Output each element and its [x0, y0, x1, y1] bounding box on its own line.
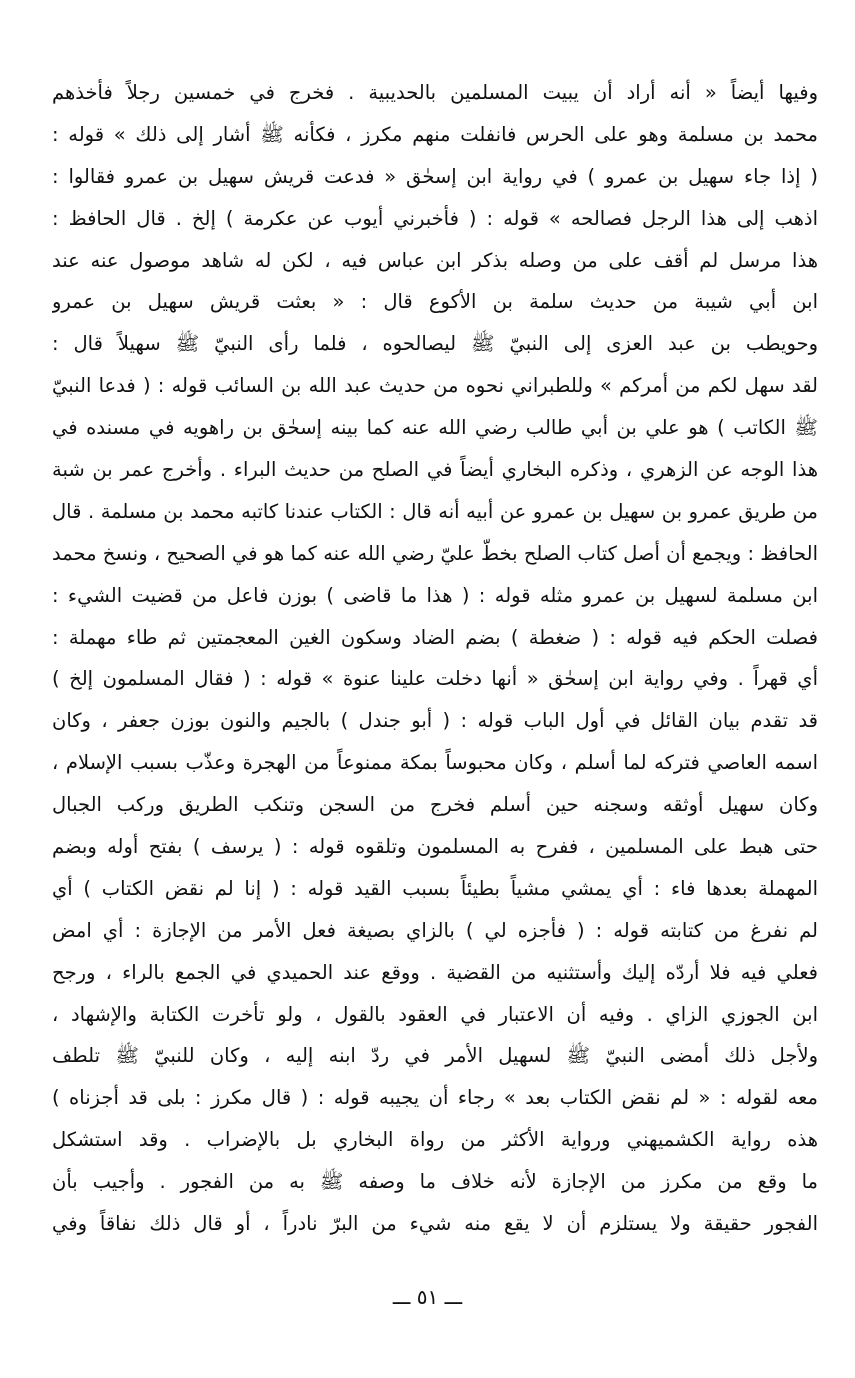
text-line: أي قهراً . وفي رواية ابن إسحٰق « أنها دخلت علينا عنوة » قوله : ( فقال المسلمون إلخ ) [52, 667, 818, 691]
text-line: هذا الوجه عن الزهري ، وذكره البخاري أيضاً في الصلح من حديث البراء . وأخرج عمر بن شبة [52, 458, 818, 482]
text-line: وحويطب بن عبد العزى إلى النبيّ ﷺ ليصالحوه ، فلما رأى النبيّ ﷺ سهيلاً قال : [52, 332, 818, 356]
text-line: من طريق عمرو بن سهيل بن عمرو عن أبيه أنه قال : الكتاب عندنا كاتبه محمد بن مسلمة . قال [52, 499, 818, 523]
text-line: محمد بن مسلمة وهو على الحرس فانفلت منهم مكرز ، فكأنه ﷺ أشار إلى ذلك » قوله : [52, 122, 818, 146]
text-line: الفجور حقيقة ولا يستلزم أن لا يقع منه شيء من البرّ نادراً ، أو قال ذلك نفاقاً وفي [52, 1212, 818, 1236]
text-line: هذا مرسل لم أقف على من وصله بذكر ابن عباس فيه ، لكن له شاهد موصول عنه عند [52, 248, 818, 272]
text-line: الحافظ : ويجمع أن أصل كتاب الصلح بخطّ عليّ رضي الله عنه كما هو في الصحيح ، ونسخ محمد [52, 541, 818, 565]
text-line: فصلت الحكم فيه قوله : ( ضغطة ) بضم الضاد وسكون الغين المعجمتين ثم طاء مهملة : [52, 625, 818, 649]
page-body-text [52, 72, 818, 1245]
text-line: اسمه العاصي فتركه لما أسلم ، وكان محبوساً بمكة ممنوعاً من الهجرة وعذّب بسبب الإسلام ، [52, 751, 818, 775]
text-line: حتى هبط على المسلمين ، ففرح به المسلمون وتلقوه قوله : ( يرسف ) بفتح أوله وبضم [52, 835, 818, 859]
text-line: لم نفرغ من كتابته قوله : ( فأجزه لي ) بالزاي بصيغة فعل الأمر من الإجازة : أي امض [52, 918, 818, 942]
text-line: وكان سهيل أوثقه وسجنه حين أسلم فخرج من السجن وتنكب الطريق وركب الجبال [52, 793, 818, 817]
text-line: ابن الجوزي الزاي . وفيه أن الاعتبار في العقود بالقول ، ولو تأخرت الكتابة والإشهاد ، [52, 1002, 818, 1026]
text-line: ﷺ الكاتب ) هو علي بن أبي طالب رضي الله عنه كما بينه إسحٰق بن راهويه في مسنده في [52, 416, 818, 440]
text-line: فعلي فيه فلا أردّه إليك وأستثنيه من القضية . ووقع عند الحميدي في الجمع بالراء ، ورجح [52, 960, 818, 984]
text-line: وفيها أيضاً « أنه أراد أن يبيت المسلمين بالحديبية . فخرج في خمسين رجلاً فأخذهم [52, 81, 818, 104]
text-line: ما وقع من مكرز من الإجازة لأنه خلاف ما وصفه ﷺ به من الفجور . وأجيب بأن [52, 1170, 818, 1194]
text-line: ابن مسلمة لسهيل بن عمرو مثله قوله : ( هذا ما قاضى ) بوزن فاعل من قضيت الشيء : [52, 583, 818, 607]
page-number: ـــ ٥١ ـــ [392, 1285, 463, 1309]
text-line: ولأجل ذلك أمضى النبيّ ﷺ لسهيل الأمر في ردّ ابنه إليه ، وكان للنبيّ ﷺ تلطف [52, 1044, 818, 1068]
text-line: قد تقدم بيان القائل في أول الباب قوله : ( أبو جندل ) بالجيم والنون بوزن جعفر ، وكان [52, 709, 818, 733]
text-line: ابن أبي شيبة من حديث سلمة بن الأكوع قال : « بعثت قريش سهيل بن عمرو [52, 290, 818, 314]
text-line: المهملة بعدها فاء : أي يمشي مشياً بطيئاً بسبب القيد قوله : ( إنا لم نقض الكتاب ) أي [52, 876, 818, 900]
text-line: ( إذا جاء سهيل بن عمرو ) في رواية ابن إسحٰق « فدعت قريش سهيل بن عمرو فقالوا : [52, 164, 818, 188]
text-line: اذهب إلى هذا الرجل فصالحه » قوله : ( فأخبرني أيوب عن عكرمة ) إلخ . قال الحافظ : [52, 206, 818, 230]
text-line: هذه رواية الكشميهني ورواية الأكثر من رواة البخاري بل بالإضراب . وقد استشكل [52, 1128, 818, 1152]
text-line: لقد سهل لكم من أمركم » وللطبراني نحوه من حديث عبد الله بن السائب قوله : ( فدعا النبيّ [52, 374, 818, 398]
text-line: معه لقوله : « لم نقض الكتاب بعد » رجاء أن يجيبه قوله : ( قال مكرز : بلى قد أجزناه ) [52, 1086, 818, 1110]
